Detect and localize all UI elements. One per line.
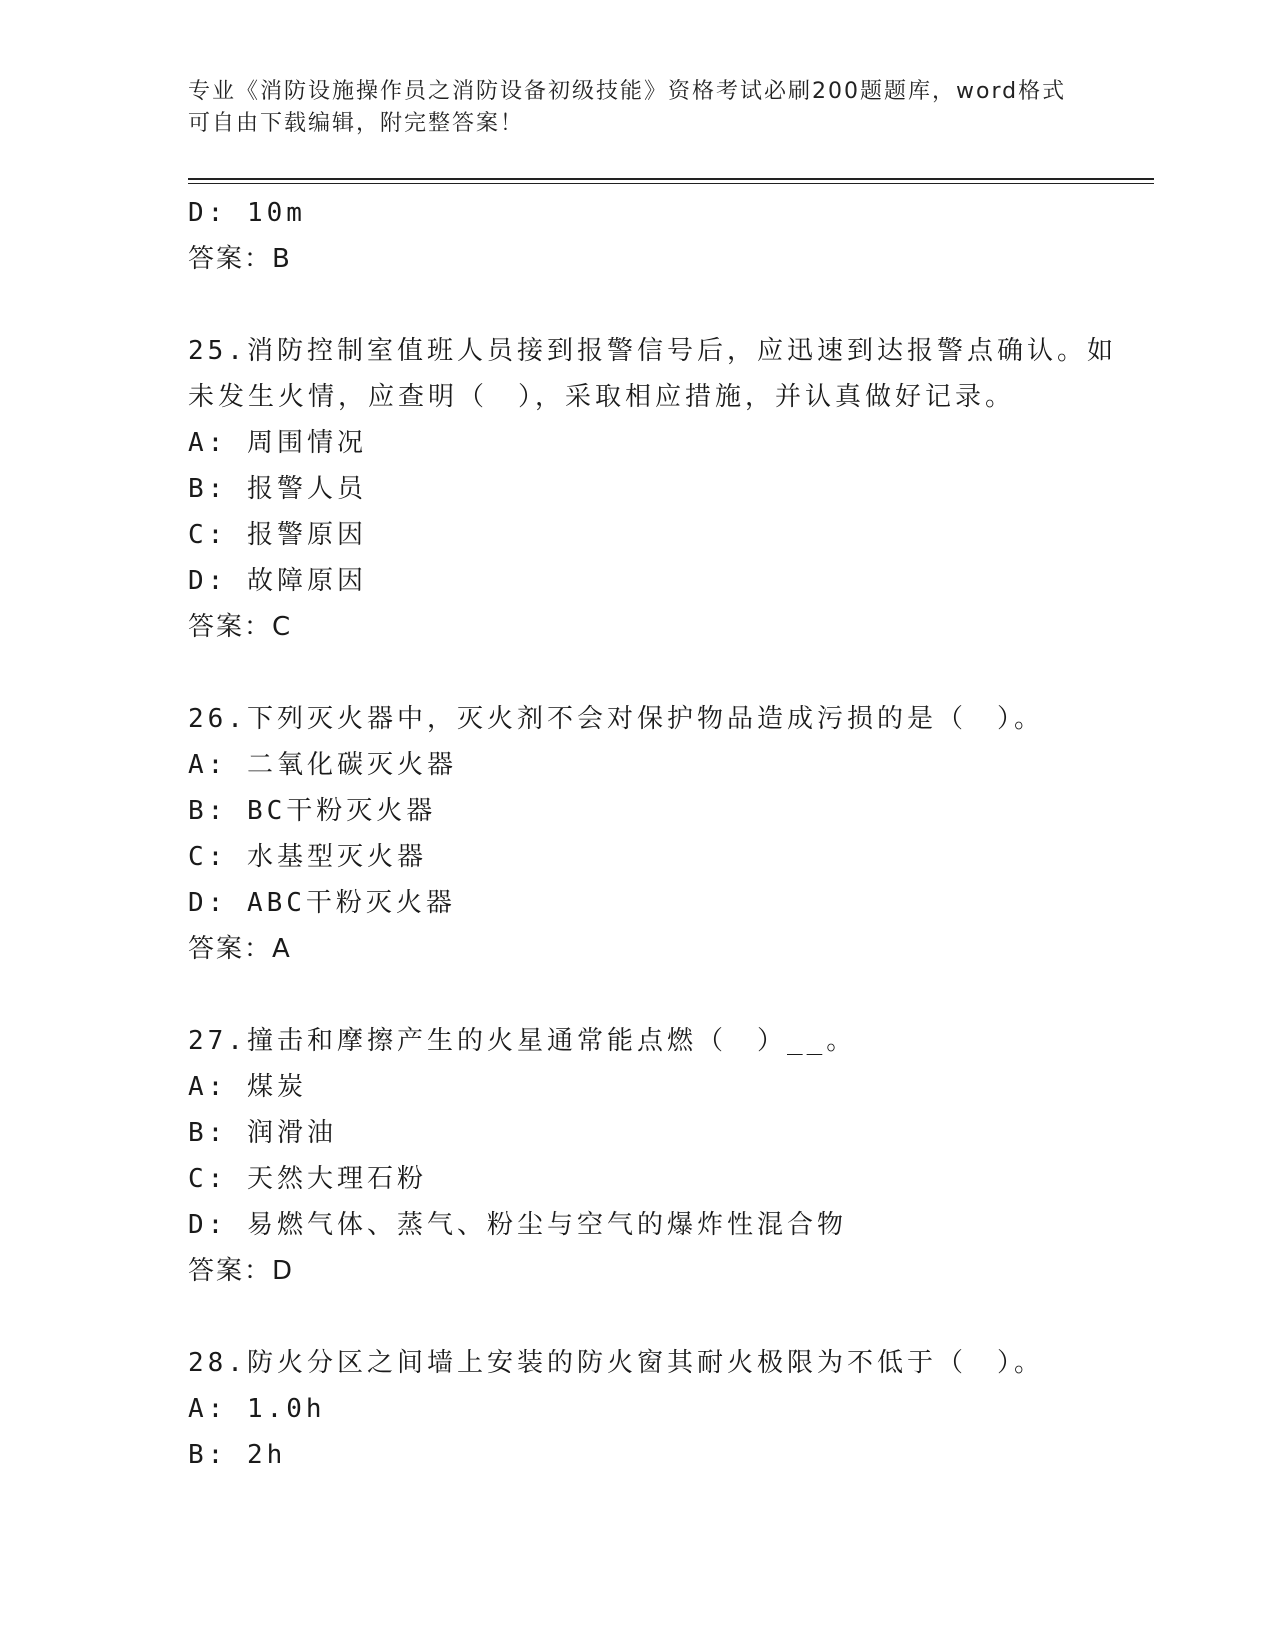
option-c: C: 水基型灭火器 — [188, 842, 427, 872]
answer: 答案：C — [188, 612, 293, 642]
option-a: A: 二氧化碳灭火器 — [188, 750, 457, 780]
option-a: A: 周围情况 — [188, 428, 367, 458]
option-c: C: 天然大理石粉 — [188, 1164, 427, 1194]
question-text: 27.撞击和摩擦产生的火星通常能点燃（ ）__。 — [188, 1026, 857, 1056]
answer: 答案：A — [188, 934, 292, 964]
question-27 — [188, 1018, 1088, 1294]
document-header: 专业《消防设施操作员之消防设备初级技能》资格考试必刷200题题库，word格式可自由下载编辑，附完整答案！ — [188, 79, 1067, 136]
answer: 答案：B — [188, 244, 292, 274]
option-d: D: 易燃气体、蒸气、粉尘与空气的爆炸性混合物 — [188, 1210, 847, 1240]
question-25 — [188, 328, 1117, 650]
header-rule-thick — [188, 178, 1154, 180]
question-list — [188, 190, 1117, 1478]
option-b: B: 2h — [188, 1440, 287, 1470]
question-text-cont: 未发生火情，应查明（ ），采取相应措施，并认真做好记录。 — [188, 382, 1016, 412]
header-rule-thin — [188, 183, 1154, 184]
question-28 — [188, 1340, 1088, 1478]
answer: 答案：D — [188, 1256, 295, 1286]
question-26 — [188, 696, 1088, 972]
option-a: A: 煤炭 — [188, 1072, 307, 1102]
option-d: D: 10m — [188, 198, 306, 228]
option-b: B: 润滑油 — [188, 1118, 337, 1148]
option-b: B: BC干粉灭火器 — [188, 796, 437, 826]
question-text: 28.防火分区之间墙上安装的防火窗其耐火极限为不低于（ ）。 — [188, 1348, 1044, 1378]
option-d: D: 故障原因 — [188, 566, 367, 596]
option-d: D: ABC干粉灭火器 — [188, 888, 456, 918]
option-b: B: 报警人员 — [188, 474, 367, 504]
question-text: 26.下列灭火器中，灭火剂不会对保护物品造成污损的是（ ）。 — [188, 704, 1044, 734]
option-c: C: 报警原因 — [188, 520, 367, 550]
question-text: 25.消防控制室值班人员接到报警信号后，应迅速到达报警点确认。如 — [188, 336, 1117, 366]
option-a: A: 1.0h — [188, 1394, 326, 1424]
